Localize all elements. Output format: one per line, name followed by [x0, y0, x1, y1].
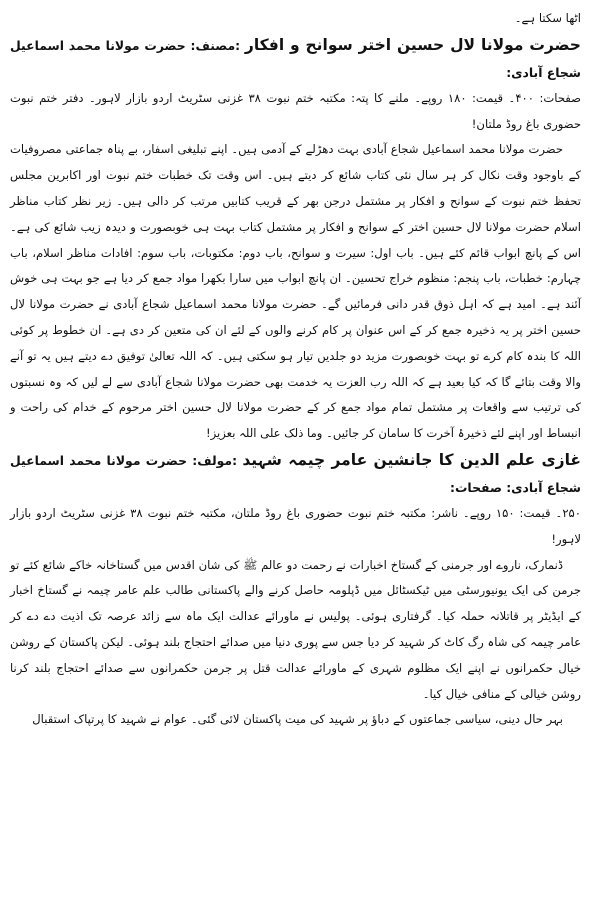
- review2-paragraph: ڈنمارک، ناروے اور جرمنی کے گستاخ اخبارات نے رحمت دو عالم ﷺ کی شان اقدس میں گستاخانہ خاکے شائع کئے تو جرمن کی ایک یونیورسٹی میں ٹیکسٹائل میں ڈپلومہ حاصل کرنے والے پاکستانی طالب علم عامر چیمہ نے گستاخ اخبار کے ایڈیٹر پر قاتلانہ حملہ کیا۔ گرفتاری ہوئی۔ پولیس نے ماورائے عدالت ایک ماہ سے زائد عرصہ تک اذیت دے دے کر عامر چیمہ کی شاہ رگ کاٹ کر شہید کر دیا جس سے پوری دنیا میں صدائے احتجاج بلند ہوئی۔ لیکن پاکستان کے روشن خیال حکمرانوں نے اپنے ایک مظلوم شہری کے ماورائے عدالت قتل پر جرمن حکمرانوں سے صدائے احتجاج بلند کرنا روشن خیالی کے منافی خیال کیا۔: [10, 557, 581, 701]
- review2-author: حضرت مولانا محمد اسماعیل شجاع آبادی: صفحات:: [10, 452, 581, 495]
- review2-heading: [10, 447, 581, 501]
- review1-details: صفحات: ۴۰۰۔ قیمت: ۱۸۰ روپے۔ ملنے کا پتہ: مکتبہ ختم نبوت ۳۸ غزنی سٹریٹ اردو بازار لاہور۔ دفتر ختم نبوت حضوری باغ روڈ ملتان!: [10, 90, 582, 131]
- review1-author: حضرت مولانا محمد اسماعیل شجاع آبادی:: [10, 37, 581, 80]
- review2-title: غازی علم الدین کا جانشین عامر چیمہ شہید: [242, 450, 581, 469]
- review1-heading: [10, 32, 581, 86]
- review1-author-label: :مصنف:: [190, 37, 241, 53]
- review2-closing: بہر حال دینی، سیاسی جماعتوں کے دباؤ پر شہید کی میت پاکستان لائی گئی۔ عوام نے شہید کا پرتپاک استقبال: [32, 712, 563, 727]
- opening-line: اٹھا سکتا ہے۔: [514, 11, 581, 25]
- review1-paragraph: حضرت مولانا محمد اسماعیل شجاع آبادی بہت دھڑلے کے آدمی ہیں۔ اپنے تبلیغی اسفار، بے پناہ جماعتی مصروفیات کے باوجود وقت نکال کر ہر سال نئی کتاب شائع کر دیتے ہیں۔ اس وقت تک خطبات ختم نبوت اور اکابرین مجلس تحفظ ختم نبوت کے سوانح و افکار پر مشتمل درجن بھر کے قریب کتابیں مرتب کر دالی ہیں۔ زیر نظر کتاب مناظر اسلام حضرت مولانا لال حسین اختر کے سوانح و افکار پر مشتمل کتاب بہت ہی خوبصورت و دیدہ زیب شائع کی ہے۔ اس کے پانچ ابواب قائم کئے ہیں۔ باب اول: سیرت و سوانح، باب دوم: مکتوبات، باب سوم: افادات مناظر اسلام، باب چہارم: خطبات، باب پنجم: منظوم خراج تحسین۔ ان پانچ ابواب میں سارا بکھرا مواد جمع کر دیا ہے جو بہت ہی خوش آئند ہے۔ امید ہے کہ اہل ذوق قدر دانی فرمائیں گے۔ حضرت مولانا محمد اسماعیل شجاع آبادی نے حضرت مولانا لال حسین اختر پر یہ ذخیرہ جمع کر کے اس عنوان پر کام کرنے والوں کے لئے ان کی متعین کر دی ہے۔ ان خطوط پر کوئی اللہ کا بندہ کام کرے تو بہت خوبصورت مزید دو جلدیں تیار ہو سکتی ہیں۔ کہ اللہ تعالیٰ توفیق دے دیتے ہیں یہ تو آنے والا وقت بتائے گا کہ کیا بعید ہے کہ اللہ رب العزت یہ خدمت بھی حضرت مولانا شجاع آبادی سے لے لیں کہ وہ نسبتوں کی ترتیب سے واقعات پر مشتمل تمام مواد جمع کر کے حضرت مولانا لال حسین اختر مرحوم کے خدام کی راحت و انبساط اور اپنے لئے ذخیرۂ آخرت کا سامان کر جائیں۔ وما ذلک علی اللہ بعزیز!: [10, 142, 581, 441]
- review2-author-label: :مولف:: [192, 452, 238, 468]
- review1-title: حضرت مولانا لال حسین اختر سوانح و افکار: [244, 35, 581, 54]
- review2-details: ۲۵۰۔ قیمت: ۱۵۰ روپے۔ ناشر: مکتبہ ختم نبوت حضوری باغ روڈ ملتان، مکتبہ ختم نبوت ۳۸ غزنی سٹریٹ اردو بازار لاہور!: [10, 505, 581, 546]
